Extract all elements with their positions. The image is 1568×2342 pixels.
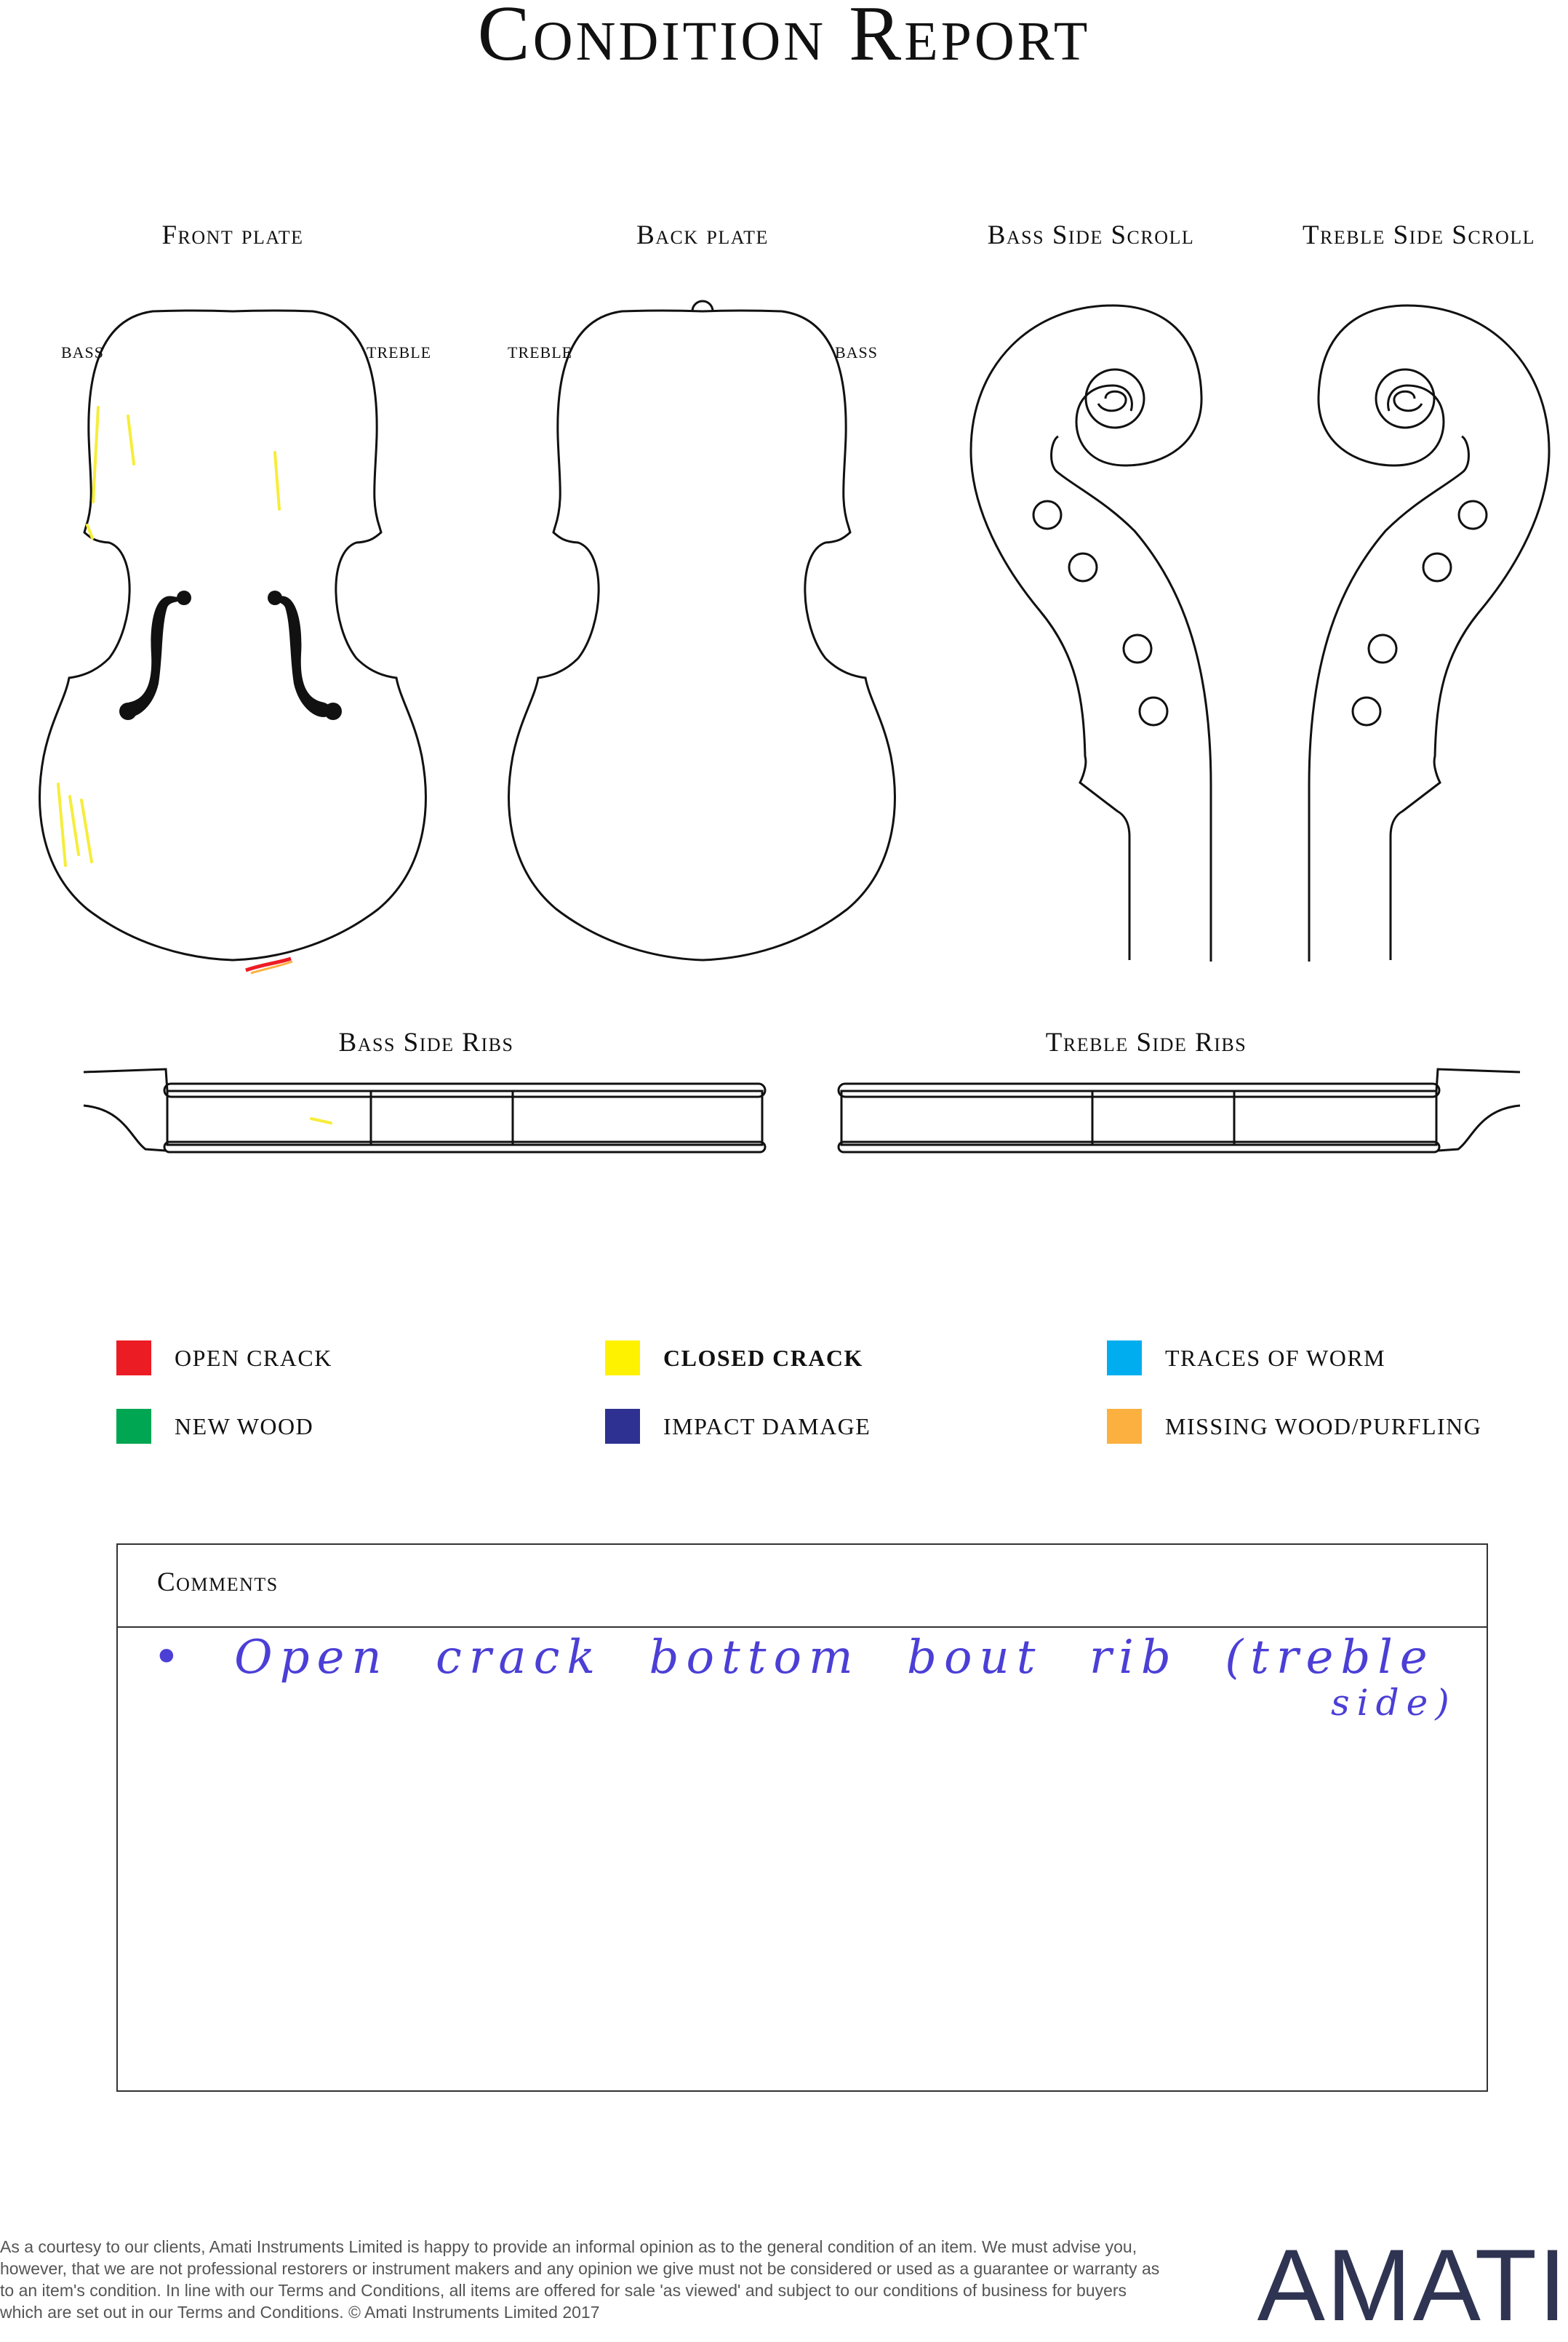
swatch-impact-damage — [605, 1409, 640, 1444]
back-treble-label: TREBLE — [508, 343, 573, 361]
amati-logo: AMATI — [1257, 2228, 1568, 2342]
closed-crack-marks — [58, 407, 331, 1123]
front-treble-label: TREBLE — [367, 343, 432, 361]
bass-side-scroll-heading: Bass Side Scroll — [987, 220, 1195, 250]
bass-side-ribs — [84, 1069, 167, 1151]
page-title: Condition Report — [477, 0, 1091, 77]
comments-heading: Comments — [118, 1545, 1487, 1628]
back-button — [692, 301, 713, 311]
legend-open-crack: OPEN CRACK — [116, 1340, 332, 1376]
legend-closed-crack: CLOSED CRACK — [605, 1340, 863, 1376]
front-bass-label: BASS — [61, 343, 105, 361]
handwritten-line-1: • Open crack bottom bout rib (treble — [153, 1631, 1435, 1684]
legend-new-wood: NEW WOOD — [116, 1408, 313, 1444]
treble-side-ribs — [1436, 1069, 1520, 1151]
legend-impact-damage: IMPACT DAMAGE — [605, 1408, 871, 1444]
front-plate-heading: Front plate — [161, 220, 304, 250]
bass-side-ribs-heading: Bass Side Ribs — [338, 1028, 514, 1058]
disclaimer-text: As a courtesy to our clients, Amati Instruments Limited is happy to provide an informal opinion as to the general condition of an item. We must advise you, however, that we are not professional restorers or instrument makers and any opinion we give must not be considered or used as a guarantee or warranty as to an item's condition. In line with our Terms and Conditions, all items are offered for sale 'as viewed' and subject to our conditions of business for buyers which are set out in our Terms and Conditions. © Amati Instruments Limited 2017 — [0, 2237, 1160, 2322]
swatch-missing-wood — [1107, 1409, 1142, 1444]
swatch-closed-crack — [605, 1340, 640, 1375]
swatch-open-crack — [116, 1340, 151, 1375]
legend-traces-of-worm: TRACES OF WORM — [1107, 1340, 1385, 1376]
handwritten-comment — [153, 1631, 1457, 1724]
treble-side-scroll-heading: Treble Side Scroll — [1302, 220, 1536, 250]
legend-missing-wood: MISSING WOOD/PURFLING — [1107, 1408, 1481, 1444]
treble-side-ribs-heading: Treble Side Ribs — [1045, 1028, 1247, 1058]
back-bass-label: BASS — [835, 343, 879, 361]
swatch-new-wood — [116, 1409, 151, 1444]
back-plate-outline — [509, 311, 895, 960]
back-plate-heading: Back plate — [636, 220, 769, 250]
handwritten-line-2: side) — [1331, 1682, 1457, 1724]
swatch-traces-of-worm — [1107, 1340, 1142, 1375]
comments-box[interactable] — [116, 1543, 1488, 2092]
f-holes — [119, 591, 342, 720]
